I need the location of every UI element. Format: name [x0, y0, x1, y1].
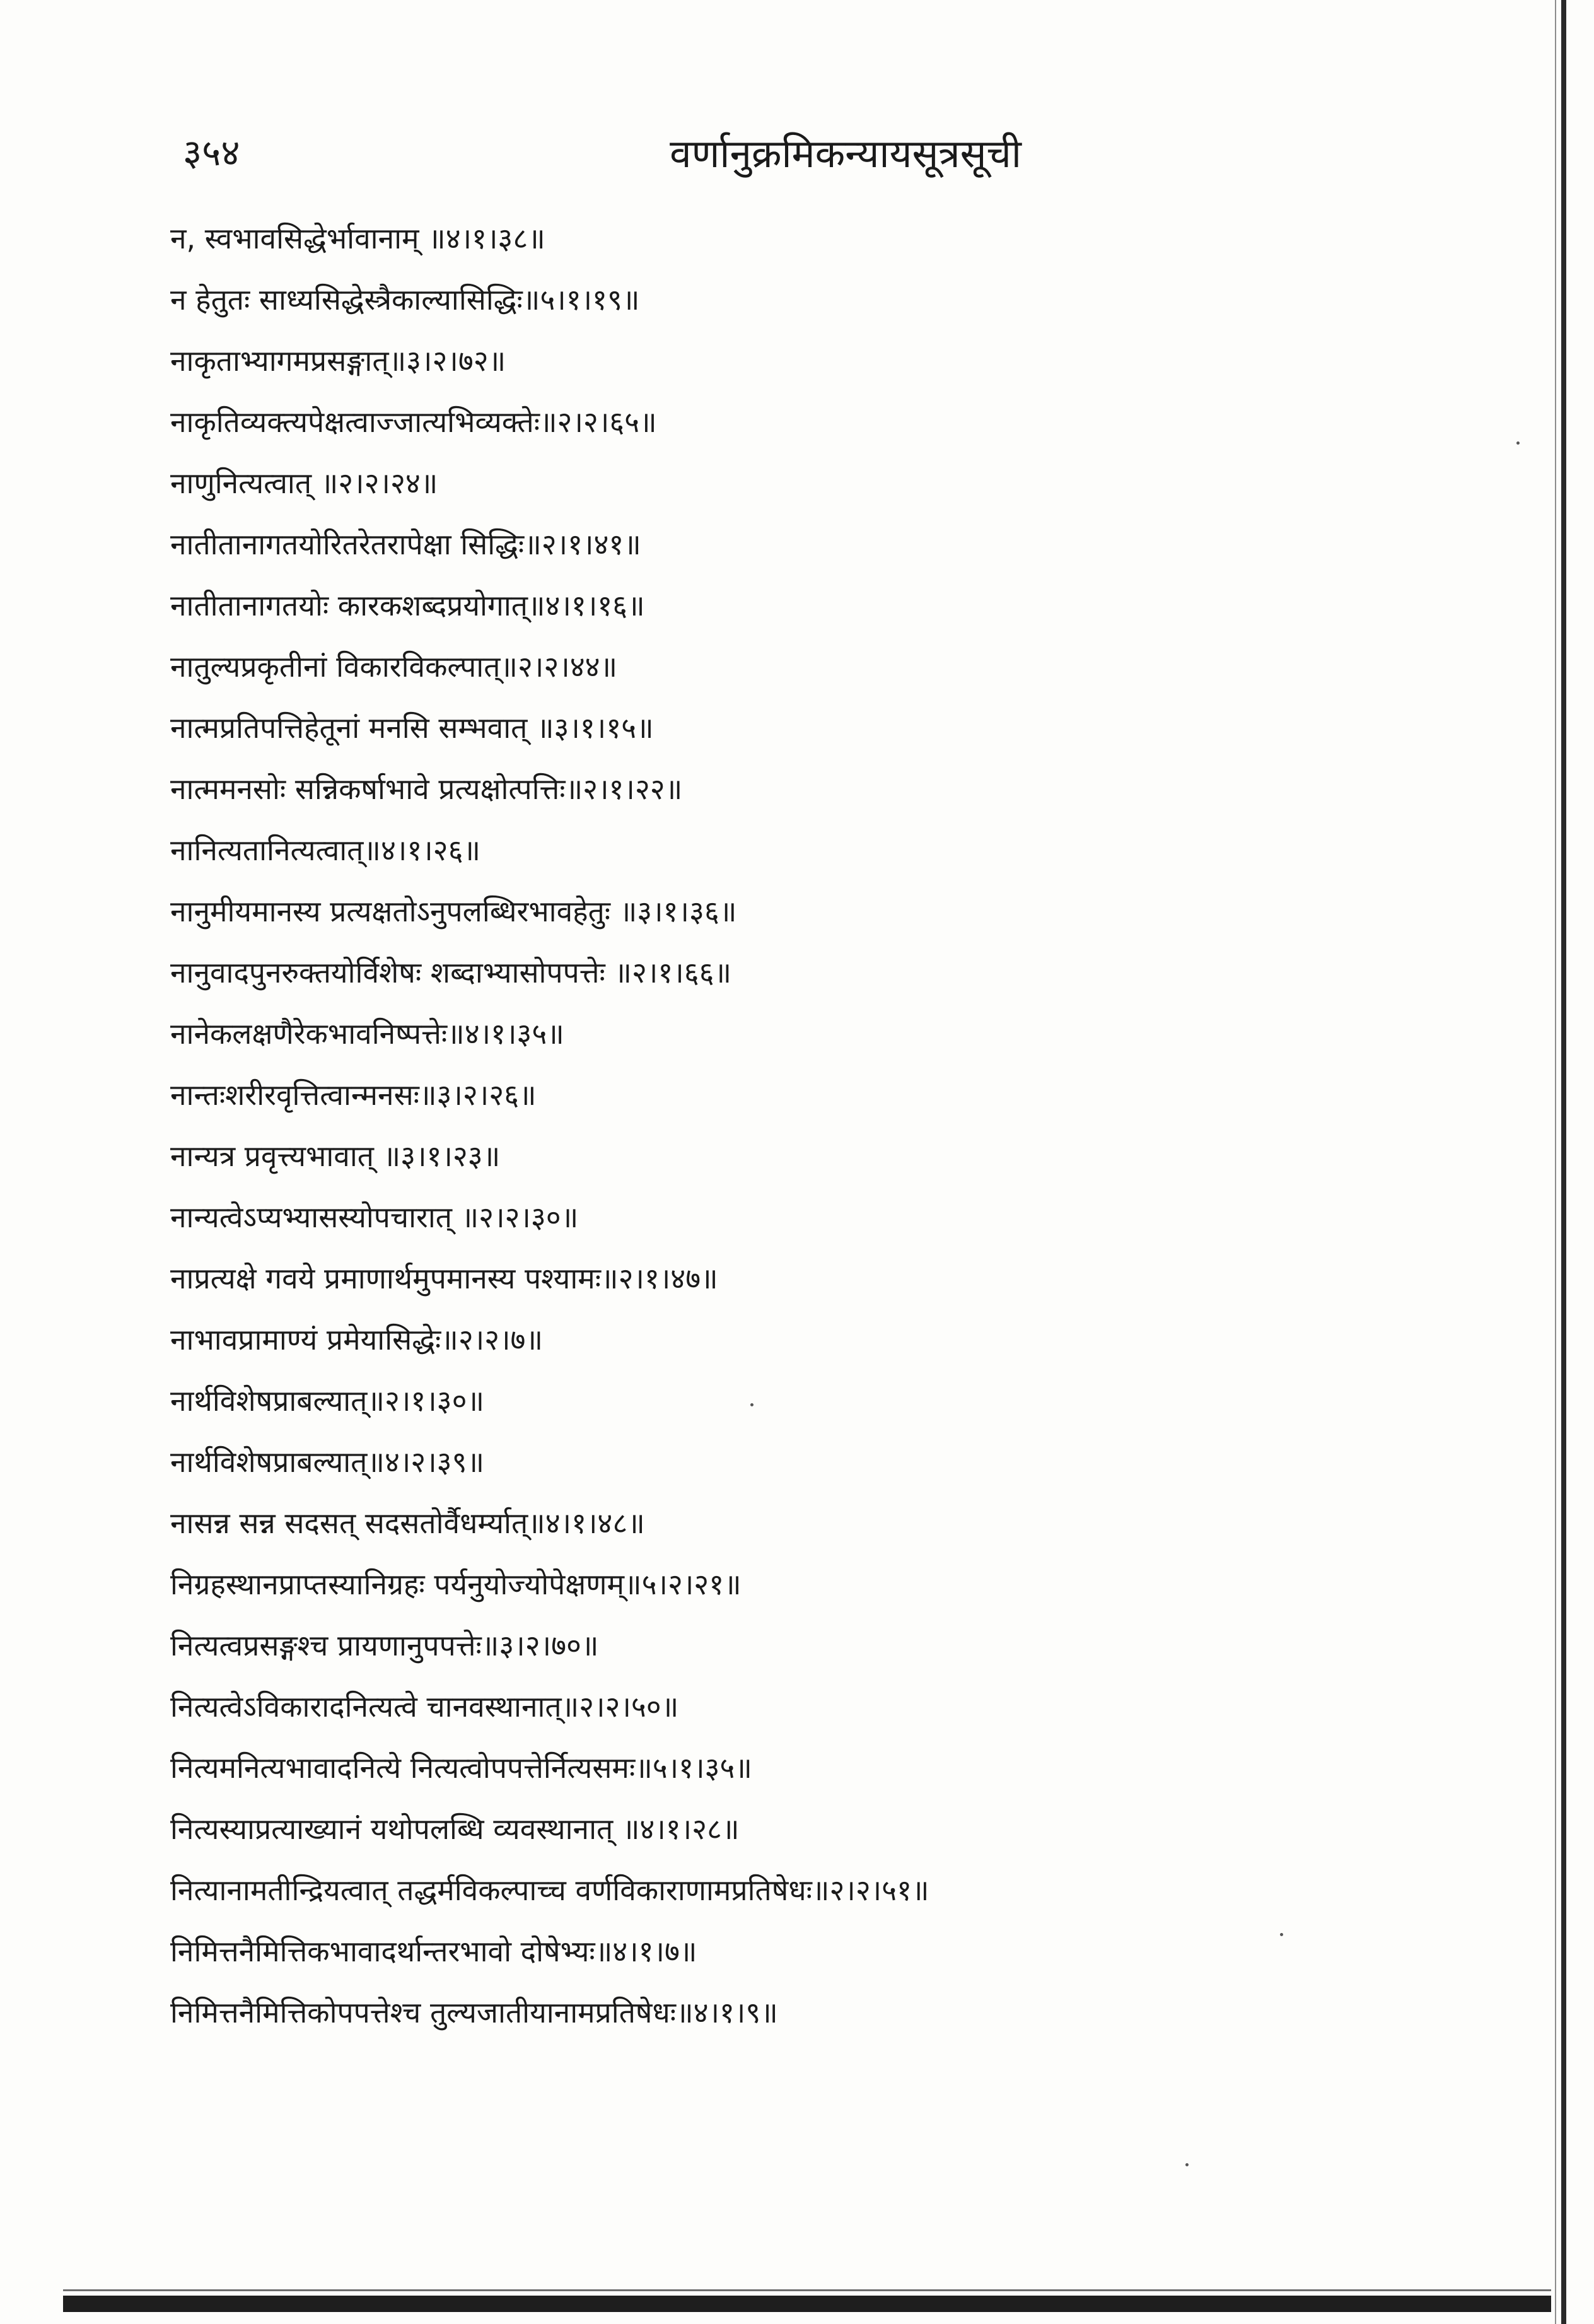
page-header	[183, 126, 1021, 183]
scan-speck	[1280, 1933, 1283, 1936]
sutra-entry: निग्रहस्थानप्राप्तस्यानिग्रहः पर्यनुयोज्योपेक्षणम्॥५।२।२१॥	[170, 1567, 742, 1601]
sutra-entry: नात्ममनसोः सन्निकर्षाभावे प्रत्यक्षोत्पत्तिः॥२।१।२२॥	[170, 772, 683, 806]
sutra-entry: नानुवादपुनरुक्तयोर्विशेषः शब्दाभ्यासोपपत्तेः ॥२।१।६६॥	[170, 955, 732, 990]
sutra-entry: नान्तःशरीरवृत्तित्वान्मनसः॥३।२।२६॥	[170, 1078, 537, 1112]
sutra-entry: नात्मप्रतिपत्तिहेतूनां मनसि सम्भवात् ॥३।१।१५॥	[170, 711, 654, 745]
sutra-entry: नातुल्यप्रकृतीनां विकारविकल्पात्॥२।२।४४॥	[170, 650, 618, 684]
sutra-entry: नित्यस्याप्रत्याख्यानं यथोपलब्धि व्यवस्थानात् ॥४।१।२८॥	[170, 1812, 740, 1846]
sutra-entry: नाकृताभ्यागमप्रसङ्गात्॥३।२।७२॥	[170, 344, 506, 378]
sutra-entry: नातीतानागतयोरितरेतरापेक्षा सिद्धिः॥२।१।४१॥	[170, 527, 641, 561]
sutra-entry: नित्यानामतीन्द्रियत्वात् तद्धर्मविकल्पाच्च वर्णविकाराणामप्रतिषेधः॥२।२।५१॥	[170, 1873, 929, 1907]
binding-edge	[1561, 0, 1566, 2324]
sutra-entry: नित्यत्वप्रसङ्गश्च प्रायणानुपपत्तेः॥३।२।७०॥	[170, 1628, 599, 1662]
sutra-entry: निमित्तनैमित्तिकोपपत्तेश्च तुल्यजातीयानामप्रतिषेधः॥४।१।९॥	[170, 1995, 778, 2029]
sutra-entry: न, स्वभावसिद्धेर्भावानाम् ॥४।१।३८॥	[170, 221, 545, 255]
sutra-entry: नाणुनित्यत्वात् ॥२।२।२४॥	[170, 466, 438, 500]
sutra-entry: न हेतुतः साध्यसिद्धेस्त्रैकाल्यासिद्धिः॥५।१।१९॥	[170, 283, 640, 317]
scan-speck	[750, 1403, 753, 1406]
sutra-entry: नाभावप्रामाण्यं प्रमेयासिद्धेः॥२।२।७॥	[170, 1323, 544, 1357]
sutra-entry: निमित्तनैमित्तिकभावादर्थान्तरभावो दोषेभ्यः॥४।१।७॥	[170, 1934, 697, 1968]
binding-edge-shadow	[1555, 0, 1556, 2324]
sutra-entry: नातीतानागतयोः कारकशब्दप्रयोगात्॥४।१।१६॥	[170, 588, 645, 622]
scan-border-line	[63, 2289, 1551, 2291]
scan-speck	[1185, 2163, 1189, 2166]
sutra-entry: नित्यत्वेऽविकारादनित्यत्वे चानवस्थानात्॥२।२।५०॥	[170, 1690, 679, 1724]
sutra-entry: नानेकलक्षणैरेकभावनिष्पत्तेः॥४।१।३५॥	[170, 1017, 564, 1051]
sutra-index-list	[170, 208, 1053, 2043]
scan-border-bar	[63, 2296, 1551, 2312]
sutra-entry: नाकृतिव्यक्त्यपेक्षत्वाज्जात्यभिव्यक्तेः॥२।२।६५॥	[170, 405, 657, 439]
sutra-entry: नासन्न सन्न सदसत् सदसतोर्वैधर्म्यात्॥४।१।४८॥	[170, 1506, 645, 1540]
sutra-entry: नानुमीयमानस्य प्रत्यक्षतोऽनुपलब्धिरभावहेतुः ॥३।१।३६॥	[170, 894, 737, 928]
sutra-entry: नान्यत्र प्रवृत्त्यभावात् ॥३।१।२३॥	[170, 1139, 501, 1173]
sutra-entry: नान्यत्वेऽप्यभ्यासस्योपचारात् ॥२।२।३०॥	[170, 1200, 579, 1234]
running-title: वर्णानुक्रमिकन्यायसूत्रसूची	[670, 131, 1021, 177]
sutra-entry: नार्थविशेषप्राबल्यात्॥४।२।३९॥	[170, 1445, 485, 1479]
page-number: ३५४	[183, 131, 240, 174]
sutra-entry: नाप्रत्यक्षे गवये प्रमाणार्थमुपमानस्य पश्यामः॥२।१।४७॥	[170, 1261, 718, 1295]
sutra-entry: नानित्यतानित्यत्वात्॥४।१।२६॥	[170, 833, 481, 867]
scan-speck	[1516, 441, 1520, 445]
sutra-entry: नित्यमनित्यभावादनित्ये नित्यत्वोपपत्तेर्नित्यसमः॥५।१।३५॥	[170, 1751, 752, 1785]
sutra-entry: नार्थविशेषप्राबल्यात्॥२।१।३०॥	[170, 1384, 485, 1418]
